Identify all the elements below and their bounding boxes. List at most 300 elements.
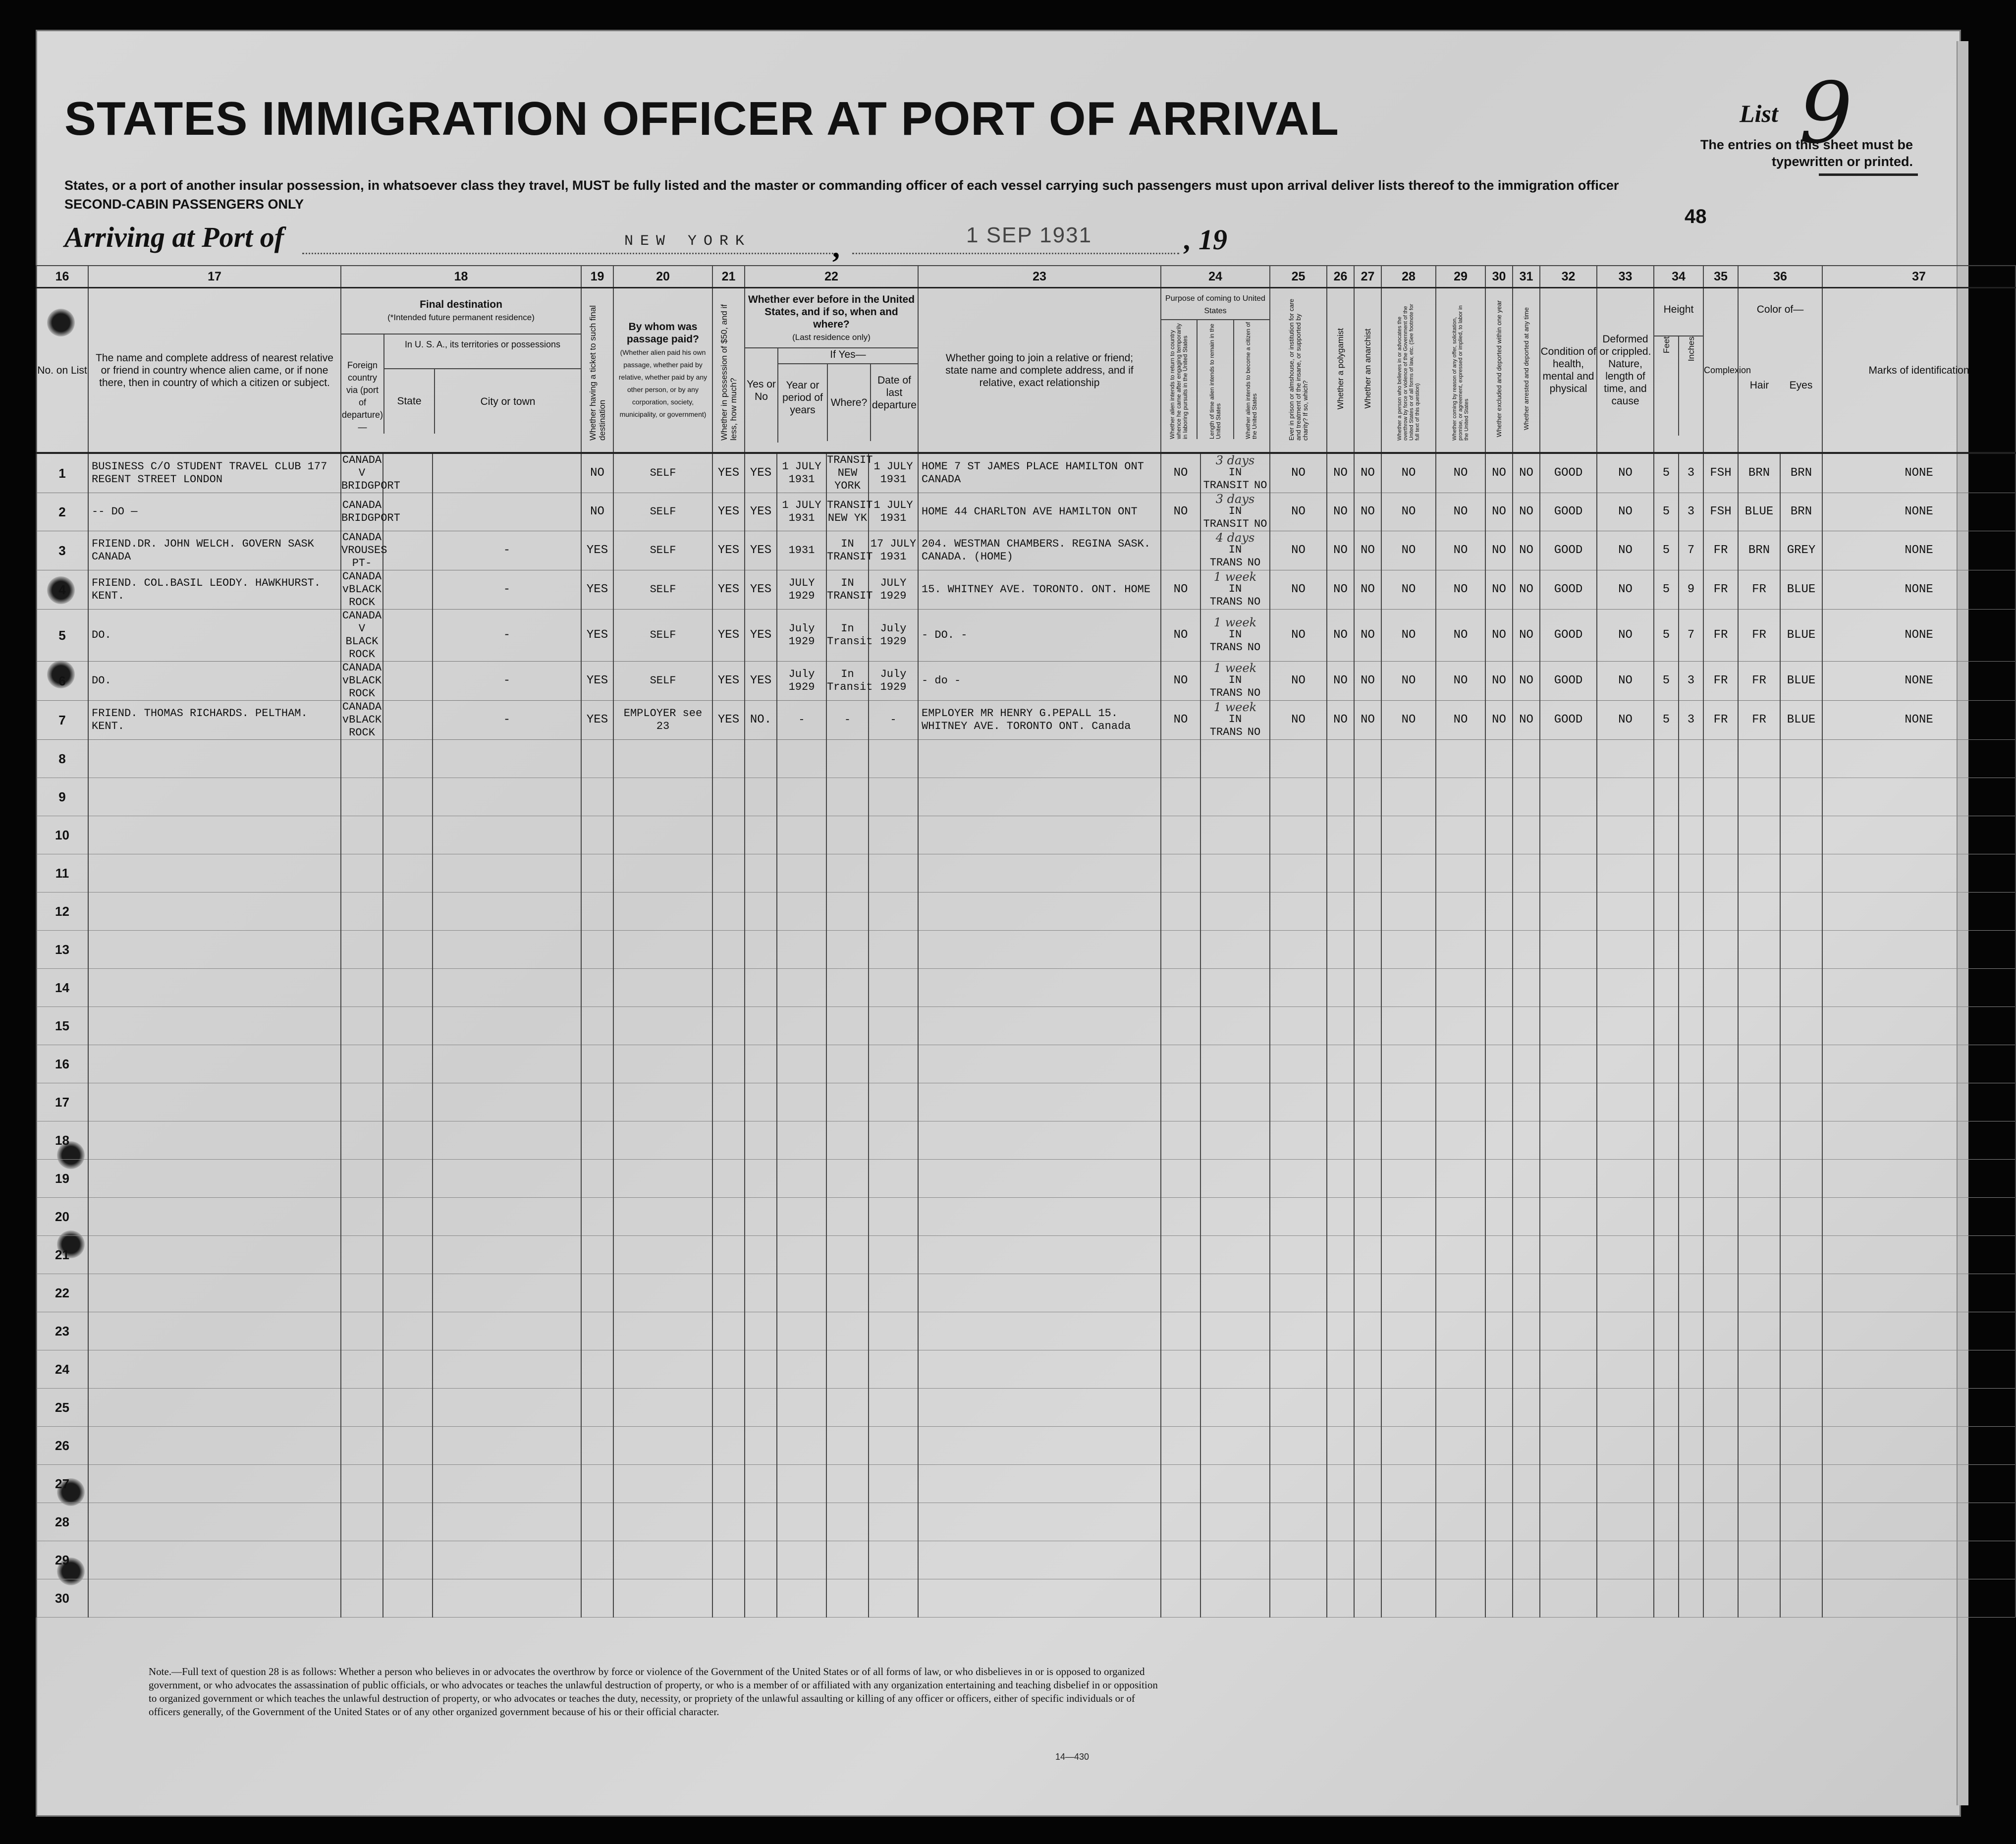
empty-cell — [1679, 1274, 1703, 1312]
row-number: 1 — [36, 453, 88, 493]
empty-cell — [1540, 740, 1597, 778]
header-arrested — [1513, 288, 1540, 453]
empty-cell — [777, 1198, 826, 1236]
empty-cell — [1327, 1121, 1354, 1160]
empty-cell — [777, 740, 826, 778]
empty-cell — [918, 778, 1161, 816]
destination-state — [383, 610, 433, 662]
empty-cell — [433, 740, 581, 778]
empty-cell — [1679, 1312, 1703, 1350]
empty-cell — [1327, 1198, 1354, 1236]
column-number: 22 — [745, 266, 918, 288]
empty-cell — [1513, 1007, 1540, 1045]
contract-value: NO — [1436, 531, 1485, 570]
empty-cell — [918, 931, 1161, 969]
destination-city: - — [433, 531, 581, 570]
empty-cell — [1200, 1541, 1270, 1579]
ticket-value: YES — [581, 531, 613, 570]
empty-cell — [1354, 969, 1381, 1007]
empty-cell — [918, 1045, 1161, 1083]
complexion-value: FR — [1703, 570, 1738, 610]
empty-cell — [1327, 1427, 1354, 1465]
empty-cell — [1200, 854, 1270, 893]
empty-cell — [383, 1427, 433, 1465]
empty-cell — [712, 1007, 745, 1045]
empty-cell — [1161, 1503, 1200, 1541]
empty-cell — [1822, 1503, 2016, 1541]
column-number: 37 — [1822, 266, 2016, 288]
empty-cell — [745, 1121, 777, 1160]
paid-by: SELF — [613, 453, 712, 493]
header-city: City or town — [480, 395, 536, 407]
empty-cell — [712, 1541, 745, 1579]
empty-cell — [1436, 854, 1485, 893]
empty-cell — [1200, 1503, 1270, 1541]
empty-cell — [1780, 1579, 1822, 1618]
header-final-destination-title: Final destination — [420, 299, 502, 310]
empty-row — [36, 740, 2016, 778]
destination-state — [383, 662, 433, 701]
purpose-length-text: IN TRANS — [1209, 628, 1243, 654]
empty-cell — [1780, 1007, 1822, 1045]
row-number: 6 — [36, 662, 88, 701]
header-height-text: Height — [1663, 304, 1694, 315]
empty-cell — [1436, 816, 1485, 854]
empty-cell — [1822, 969, 2016, 1007]
empty-cell — [1327, 740, 1354, 778]
row-number: 14 — [36, 969, 88, 1007]
empty-cell — [341, 1236, 383, 1274]
empty-cell — [341, 1007, 383, 1045]
money-value: YES — [712, 662, 745, 701]
empty-cell — [1513, 1083, 1540, 1121]
empty-cell — [1161, 1541, 1200, 1579]
header-before-in-us — [745, 288, 918, 453]
empty-cell — [383, 1350, 433, 1389]
column-number: 17 — [88, 266, 341, 288]
complexion-value: FSH — [1703, 453, 1738, 493]
empty-cell — [1161, 1350, 1200, 1389]
overthrow-value: NO — [1381, 570, 1436, 610]
empty-cell — [1161, 740, 1200, 778]
empty-cell — [1161, 969, 1200, 1007]
empty-cell — [341, 1274, 383, 1312]
empty-cell — [613, 893, 712, 931]
empty-cell — [1703, 1465, 1738, 1503]
empty-cell — [1540, 893, 1597, 931]
empty-cell — [1703, 1579, 1738, 1618]
empty-cell — [341, 1389, 383, 1427]
empty-cell — [869, 1274, 918, 1312]
empty-cell — [1354, 1236, 1381, 1274]
empty-cell — [1513, 1045, 1540, 1083]
empty-cell — [1513, 778, 1540, 816]
empty-cell — [918, 1236, 1161, 1274]
header-contract-text: Whether coming by reason of any offer, solicitation, promise, or agreement, expressed or implied, to labor in the United States — [1452, 305, 1470, 441]
empty-cell — [581, 969, 613, 1007]
empty-cell — [1513, 1312, 1540, 1350]
purpose-length-text: IN TRANS — [1209, 544, 1243, 569]
empty-cell — [581, 1121, 613, 1160]
empty-row — [36, 1541, 2016, 1579]
row-number: 22 — [36, 1274, 88, 1312]
health-value: GOOD — [1540, 570, 1597, 610]
empty-cell — [613, 1198, 712, 1236]
header-if-yes: If Yes— — [778, 348, 918, 364]
header-color-text: Color of— — [1756, 304, 1804, 315]
empty-cell — [1327, 1350, 1354, 1389]
empty-cell — [1679, 1350, 1703, 1389]
last-departure: July 1929 — [869, 610, 918, 662]
empty-cell — [1436, 893, 1485, 931]
header-purpose-text: Purpose of coming to United States — [1165, 294, 1265, 315]
header-polygamist-text: Whether a polygamist — [1336, 328, 1345, 410]
empty-cell — [826, 778, 869, 816]
empty-cell — [1270, 1579, 1327, 1618]
empty-cell — [1327, 816, 1354, 854]
health-value: GOOD — [1540, 453, 1597, 493]
empty-cell — [1822, 1160, 2016, 1198]
empty-cell — [1354, 931, 1381, 969]
relative-address: DO. — [88, 662, 341, 701]
empty-cell — [433, 893, 581, 931]
empty-cell — [1436, 1007, 1485, 1045]
health-value: GOOD — [1540, 701, 1597, 740]
empty-cell — [1703, 1083, 1738, 1121]
empty-cell — [1381, 1083, 1436, 1121]
empty-cell — [1654, 816, 1679, 854]
empty-cell — [1200, 931, 1270, 969]
empty-cell — [1738, 931, 1780, 969]
empty-cell — [712, 778, 745, 816]
empty-cell — [1513, 740, 1540, 778]
empty-cell — [712, 1236, 745, 1274]
row-number: 9 — [36, 778, 88, 816]
empty-cell — [918, 969, 1161, 1007]
empty-cell — [1780, 1312, 1822, 1350]
empty-cell — [1200, 1236, 1270, 1274]
empty-cell — [581, 1427, 613, 1465]
row-number: 28 — [36, 1503, 88, 1541]
empty-cell — [1327, 1007, 1354, 1045]
health-value: GOOD — [1540, 531, 1597, 570]
empty-cell — [341, 1198, 383, 1236]
empty-cell — [1540, 1503, 1597, 1541]
empty-cell — [826, 740, 869, 778]
row-number: 16 — [36, 1045, 88, 1083]
empty-cell — [1822, 1121, 2016, 1160]
empty-cell — [1381, 816, 1436, 854]
empty-cell — [1327, 1503, 1354, 1541]
empty-cell — [1513, 1160, 1540, 1198]
empty-cell — [1679, 969, 1703, 1007]
empty-cell — [777, 1121, 826, 1160]
header-deformed: Deformed or crippled. Nature, length of time, and cause — [1597, 288, 1654, 453]
empty-cell — [869, 854, 918, 893]
empty-cell — [1540, 1465, 1597, 1503]
empty-cell — [613, 778, 712, 816]
before-yes-no: YES — [745, 453, 777, 493]
empty-cell — [918, 893, 1161, 931]
empty-cell — [341, 1045, 383, 1083]
empty-row — [36, 893, 2016, 931]
empty-cell — [383, 931, 433, 969]
empty-cell — [1822, 1045, 2016, 1083]
empty-cell — [88, 778, 341, 816]
empty-cell — [1513, 1389, 1540, 1427]
height-inches: 7 — [1679, 531, 1703, 570]
height-feet: 5 — [1654, 701, 1679, 740]
empty-cell — [433, 816, 581, 854]
empty-cell — [88, 816, 341, 854]
empty-cell — [1738, 1503, 1780, 1541]
empty-cell — [88, 1160, 341, 1198]
empty-cell — [1381, 1389, 1436, 1427]
empty-cell — [581, 893, 613, 931]
row-number: 29 — [36, 1541, 88, 1579]
empty-row — [36, 1236, 2016, 1274]
empty-cell — [1200, 816, 1270, 854]
marks-value: NONE — [1822, 662, 2016, 701]
empty-cell — [613, 1007, 712, 1045]
empty-cell — [341, 1579, 383, 1618]
before-where: IN TRANSIT — [826, 531, 869, 570]
relative-address: BUSINESS C/O STUDENT TRAVEL CLUB 177 REGENT STREET LONDON — [88, 453, 341, 493]
empty-cell — [88, 1198, 341, 1236]
arrested-value: NO — [1513, 570, 1540, 610]
empty-cell — [712, 1503, 745, 1541]
join-address: - DO. - — [918, 610, 1161, 662]
empty-cell — [1485, 1198, 1513, 1236]
subtitle-line: States, or a port of another insular possession, in whatsoever class they travel, MUST be fully listed and the master or commanding officer of each vessel carrying such passengers must upon arrival deliver lists thereof to the immigration officer — [64, 178, 1619, 193]
polygamist-value: NO — [1327, 531, 1354, 570]
empty-cell — [1513, 931, 1540, 969]
empty-cell — [1738, 1312, 1780, 1350]
header-prison-text: Ever in prison or almshouse, or institution for care and treatment of the insane, or supported by charity? If so, which? — [1287, 298, 1309, 441]
empty-cell — [1270, 1198, 1327, 1236]
header-anarchist — [1354, 288, 1381, 453]
empty-cell — [1485, 1541, 1513, 1579]
empty-cell — [613, 854, 712, 893]
hair-color: BRN — [1738, 531, 1780, 570]
overthrow-value: NO — [1381, 662, 1436, 701]
header-hair: Hair — [1749, 379, 1769, 391]
header-purpose-length: Length of time alien intends to remain in the United States — [1208, 324, 1222, 439]
before-yes-no: YES — [745, 570, 777, 610]
empty-cell — [1703, 1274, 1738, 1312]
empty-row — [36, 778, 2016, 816]
height-feet: 5 — [1654, 453, 1679, 493]
empty-cell — [1738, 854, 1780, 893]
empty-cell — [1485, 1427, 1513, 1465]
empty-cell — [1780, 1427, 1822, 1465]
empty-cell — [918, 1160, 1161, 1198]
header-relative-text: The name and complete address of nearest relative or friend in country whence alien came, or if none there, then in country of which a citizen or subject. — [96, 352, 333, 389]
handwritten-duration: 3 days — [1215, 492, 1255, 506]
empty-cell — [869, 969, 918, 1007]
contract-value: NO — [1436, 493, 1485, 531]
empty-cell — [1654, 1083, 1679, 1121]
manifest-table — [36, 265, 2016, 1618]
empty-cell — [1381, 1160, 1436, 1198]
empty-cell — [1540, 1198, 1597, 1236]
empty-cell — [1513, 816, 1540, 854]
empty-cell — [383, 1045, 433, 1083]
empty-cell — [1161, 1160, 1200, 1198]
empty-cell — [1540, 1427, 1597, 1465]
empty-cell — [1540, 854, 1597, 893]
empty-cell — [712, 1274, 745, 1312]
polygamist-value: NO — [1327, 662, 1354, 701]
empty-cell — [1597, 1350, 1654, 1389]
empty-cell — [383, 778, 433, 816]
empty-cell — [1436, 1198, 1485, 1236]
empty-cell — [1738, 816, 1780, 854]
column-number: 18 — [341, 266, 581, 288]
empty-cell — [1597, 1007, 1654, 1045]
empty-cell — [1327, 1045, 1354, 1083]
empty-cell — [341, 1465, 383, 1503]
empty-cell — [777, 1503, 826, 1541]
empty-cell — [1354, 1427, 1381, 1465]
purpose-return: NO — [1161, 453, 1200, 493]
anarchist-value: NO — [1354, 662, 1381, 701]
purpose-length — [1200, 662, 1270, 701]
empty-cell — [1654, 1121, 1679, 1160]
empty-cell — [869, 1312, 918, 1350]
purpose-return: NO — [1161, 662, 1200, 701]
before-yes-no: YES — [745, 531, 777, 570]
join-address: EMPLOYER MR HENRY G.PEPALL 15. WHITNEY AVE. TORONTO ONT. Canada — [918, 701, 1161, 740]
polygamist-value: NO — [1327, 453, 1354, 493]
empty-cell — [613, 1427, 712, 1465]
empty-cell — [1436, 1465, 1485, 1503]
empty-cell — [433, 1389, 581, 1427]
empty-row — [36, 1121, 2016, 1160]
empty-cell — [918, 816, 1161, 854]
empty-cell — [1703, 931, 1738, 969]
overthrow-value: NO — [1381, 701, 1436, 740]
column-number: 30 — [1485, 266, 1513, 288]
purpose-return: NO — [1161, 701, 1200, 740]
empty-cell — [1161, 1389, 1200, 1427]
empty-cell — [1703, 816, 1738, 854]
empty-cell — [1703, 1198, 1738, 1236]
empty-cell — [383, 1160, 433, 1198]
empty-cell — [777, 1312, 826, 1350]
before-yes-no: YES — [745, 610, 777, 662]
empty-cell — [1738, 893, 1780, 931]
empty-cell — [1597, 1503, 1654, 1541]
empty-cell — [383, 1465, 433, 1503]
complexion-value: FR — [1703, 701, 1738, 740]
empty-cell — [1513, 1465, 1540, 1503]
empty-cell — [1540, 969, 1597, 1007]
empty-cell — [1597, 1465, 1654, 1503]
header-height — [1654, 288, 1703, 453]
empty-cell — [1679, 1045, 1703, 1083]
empty-cell — [1679, 1503, 1703, 1541]
empty-cell — [581, 740, 613, 778]
empty-cell — [1540, 1007, 1597, 1045]
empty-cell — [1485, 893, 1513, 931]
empty-cell — [1327, 854, 1354, 893]
empty-cell — [383, 1274, 433, 1312]
empty-cell — [88, 1503, 341, 1541]
empty-cell — [712, 1160, 745, 1198]
empty-cell — [581, 1389, 613, 1427]
foreign-country: CANADA VROUSES PT- — [341, 531, 387, 569]
money-value: YES — [712, 610, 745, 662]
destination-city: - — [433, 570, 581, 610]
empty-cell — [1780, 1389, 1822, 1427]
empty-cell — [1738, 1007, 1780, 1045]
empty-cell — [1270, 1160, 1327, 1198]
polygamist-value: NO — [1327, 701, 1354, 740]
header-money — [712, 288, 745, 453]
empty-cell — [1540, 1389, 1597, 1427]
empty-cell — [341, 778, 383, 816]
header-money-text: Whether in possession of $50, and if less, how much? — [719, 304, 738, 441]
empty-cell — [433, 931, 581, 969]
empty-cell — [1381, 1121, 1436, 1160]
empty-cell — [341, 1083, 383, 1121]
empty-row — [36, 1427, 2016, 1465]
empty-cell — [712, 854, 745, 893]
empty-cell — [712, 1312, 745, 1350]
empty-cell — [869, 1503, 918, 1541]
empty-cell — [1381, 1503, 1436, 1541]
header-prison — [1270, 288, 1327, 453]
empty-cell — [1485, 1007, 1513, 1045]
empty-cell — [1354, 1541, 1381, 1579]
paid-by: SELF — [613, 610, 712, 662]
empty-row — [36, 1312, 2016, 1350]
row-number: 11 — [36, 854, 88, 893]
empty-cell — [1381, 1045, 1436, 1083]
empty-cell — [1354, 1007, 1381, 1045]
relative-address: DO. — [88, 610, 341, 662]
empty-cell — [1540, 1541, 1597, 1579]
last-departure: 1 JULY 1931 — [869, 493, 918, 531]
empty-row — [36, 931, 2016, 969]
last-departure: 17 JULY 1931 — [869, 531, 918, 570]
empty-cell — [1597, 740, 1654, 778]
excluded-value: NO — [1485, 701, 1513, 740]
row-number: 17 — [36, 1083, 88, 1121]
empty-cell — [433, 969, 581, 1007]
empty-cell — [1381, 1541, 1436, 1579]
empty-cell — [581, 1465, 613, 1503]
empty-cell — [581, 1312, 613, 1350]
join-address: HOME 44 CHARLTON AVE HAMILTON ONT — [918, 493, 1161, 531]
empty-cell — [613, 1083, 712, 1121]
subtitle-class: SECOND-CABIN PASSENGERS ONLY — [64, 197, 304, 212]
empty-cell — [826, 816, 869, 854]
empty-cell — [1654, 1389, 1679, 1427]
health-value: GOOD — [1540, 662, 1597, 701]
contract-value: NO — [1436, 570, 1485, 610]
before-yes-no: YES — [745, 662, 777, 701]
purpose-citizen: NO — [1254, 518, 1267, 530]
empty-cell — [1513, 1121, 1540, 1160]
empty-cell — [1354, 1350, 1381, 1389]
eye-color: BLUE — [1780, 701, 1822, 740]
empty-cell — [1327, 1389, 1354, 1427]
empty-cell — [1270, 740, 1327, 778]
empty-cell — [1738, 1236, 1780, 1274]
empty-cell — [1354, 893, 1381, 931]
